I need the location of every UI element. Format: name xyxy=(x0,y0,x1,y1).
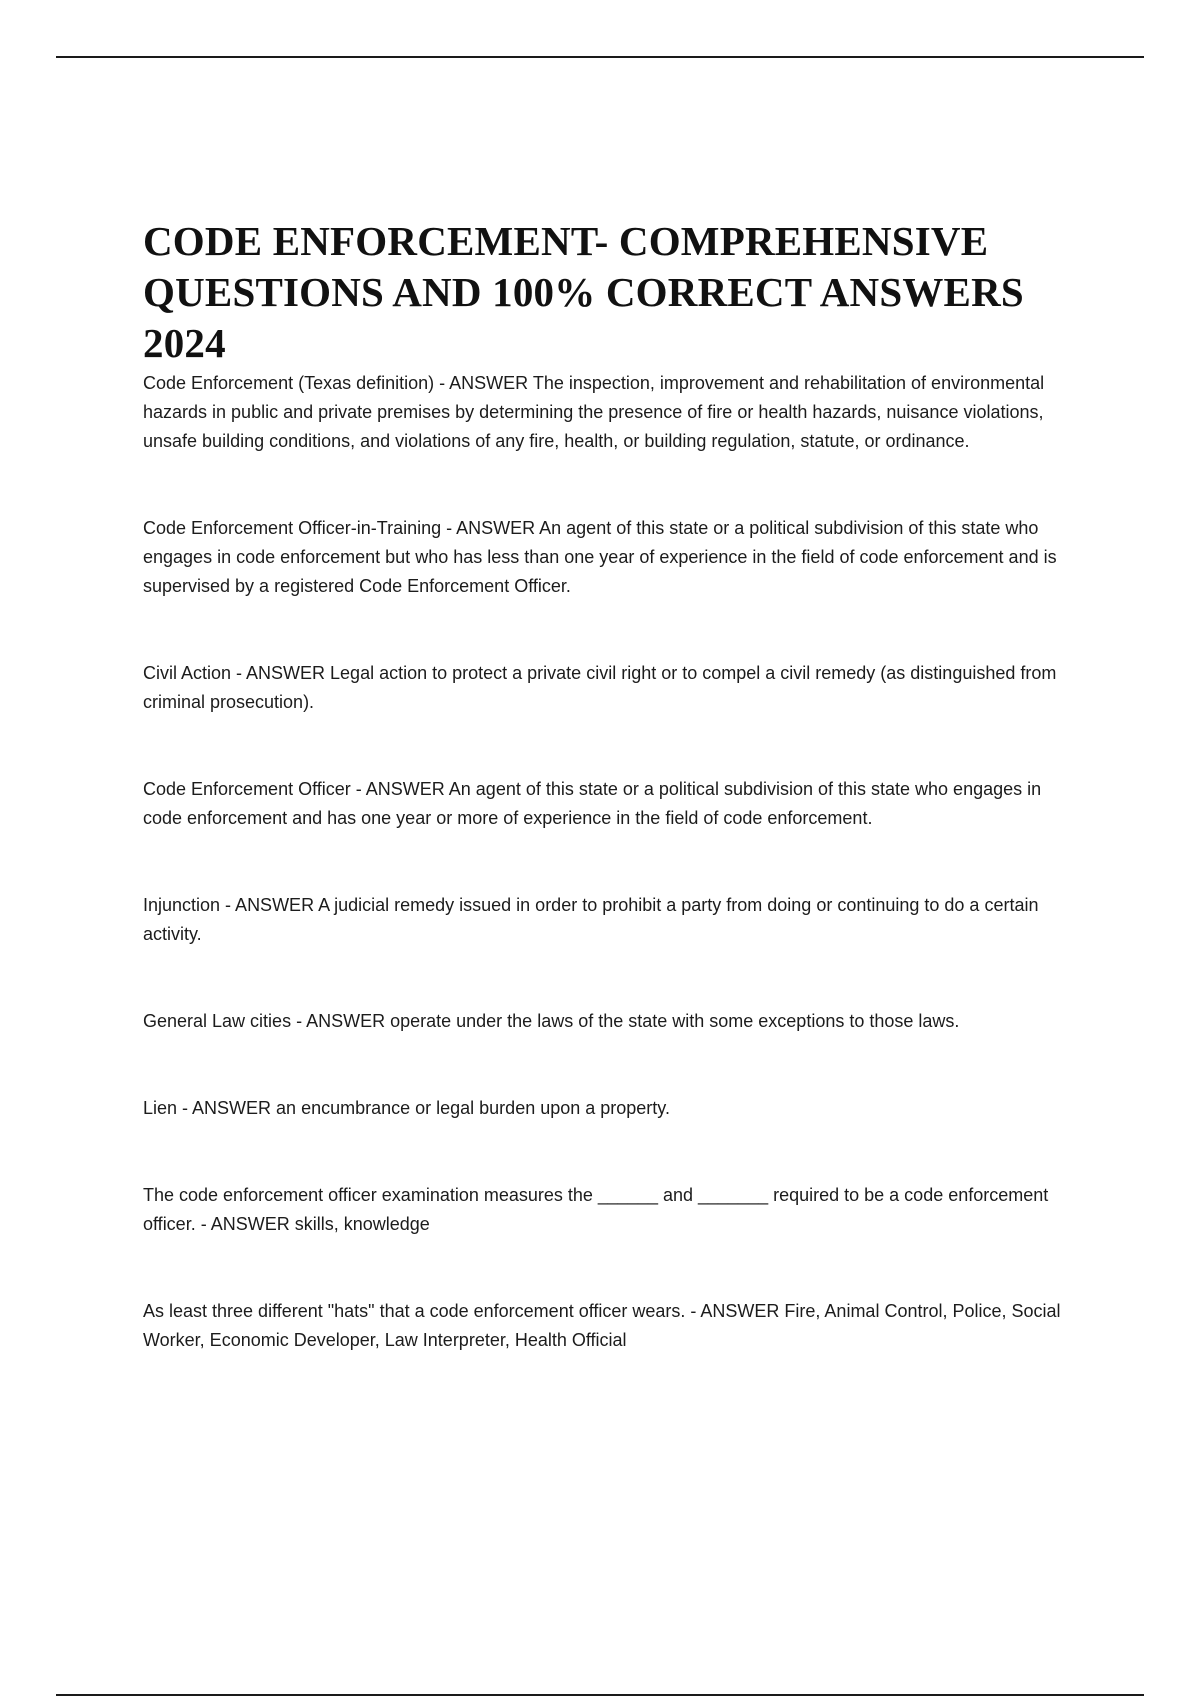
footer-rule xyxy=(56,1694,1144,1696)
qa-entry-officer-in-training: Code Enforcement Officer-in-Training - ANSWER An agent of this state or a political subdivision of this state who engages in code enforcement but who has less than one year of experience in the field of code enforcement and is supervised by a registered Code Enforcement Officer. xyxy=(143,518,1057,596)
qa-entry-injunction: Injunction - ANSWER A judicial remedy issued in order to prohibit a party from doing or continuing to do a certain activity. xyxy=(143,895,1039,944)
qa-entry-code-enforcement-officer: Code Enforcement Officer - ANSWER An agent of this state or a political subdivision of this state who engages in code enforcement and has one year or more of experience in the field of code enforcement. xyxy=(143,779,1042,828)
qa-entry-hats: As least three different "hats" that a code enforcement officer wears. - ANSWER Fire, Animal Control, Police, Social Worker, Economic Developer, Law Interpreter, Health Official xyxy=(143,1301,1061,1350)
document-body xyxy=(143,216,1073,1355)
header-rule xyxy=(56,56,1144,58)
qa-entry-code-enforcement: Code Enforcement (Texas definition) - ANSWER The inspection, improvement and rehabilitation of environmental hazards in public and private premises by determining the presence of fire or health hazards, nuisance violations, unsafe building conditions, and violations of any fire, health, or building regulation, statute, or ordinance. xyxy=(143,373,1045,451)
qa-entry-lien: Lien - ANSWER an encumbrance or legal burden upon a property. xyxy=(143,1098,670,1118)
qa-entry-examination: The code enforcement officer examination measures the ______ and _______ required to be a code enforcement officer. - ANSWER skills, knowledge xyxy=(143,1185,1049,1234)
qa-list xyxy=(143,369,1073,1355)
qa-entry-general-law-cities: General Law cities - ANSWER operate under the laws of the state with some exceptions to those laws. xyxy=(143,1011,960,1031)
document-title: CODE ENFORCEMENT- COMPREHENSIVE QUESTIONS AND 100% CORRECT ANSWERS 2024 xyxy=(143,218,1024,366)
qa-entry-civil-action: Civil Action - ANSWER Legal action to protect a private civil right or to compel a civil remedy (as distinguished from criminal prosecution). xyxy=(143,663,1057,712)
